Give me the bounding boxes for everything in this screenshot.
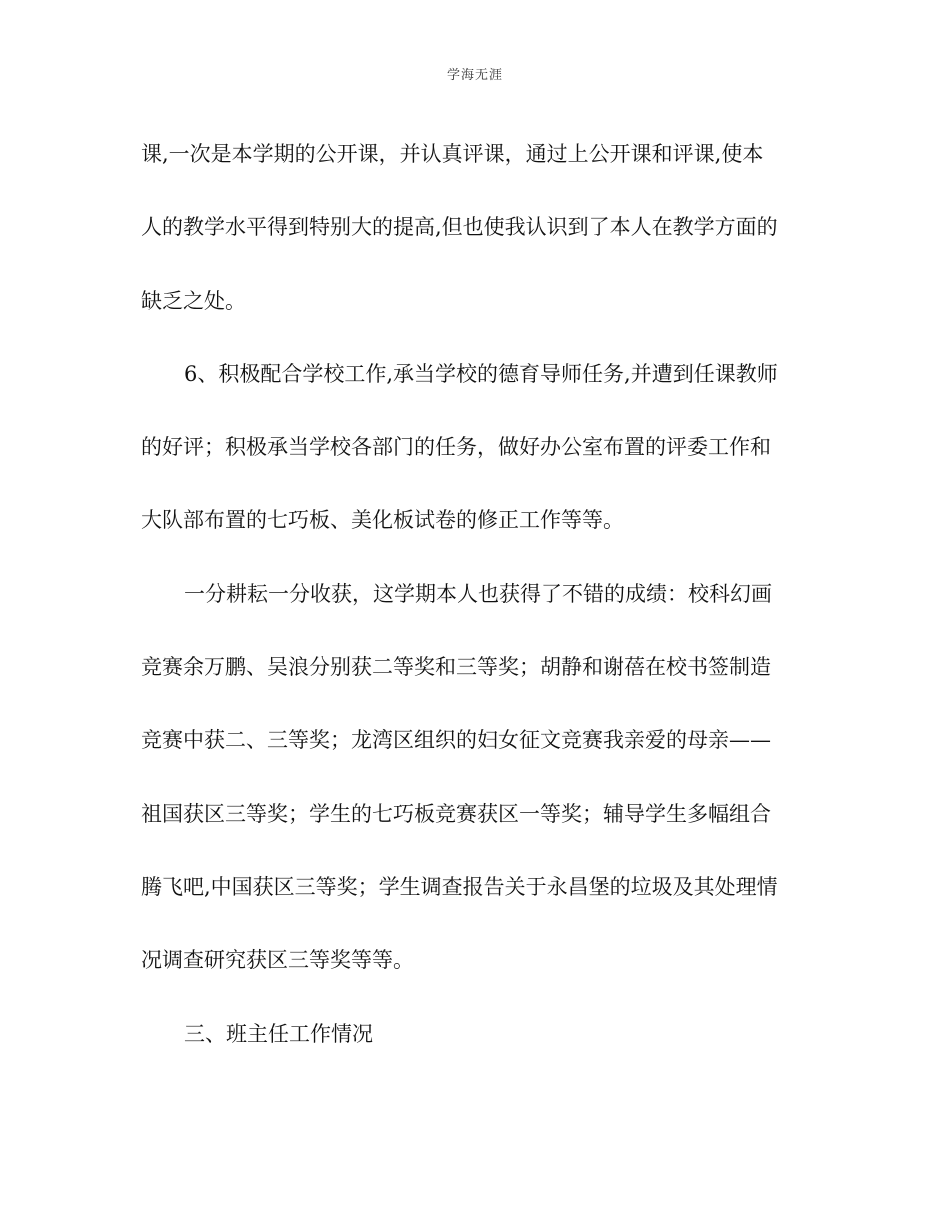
text-line: 的好评；积极承当学校各部门的任务，做好办公室布置的评委工作和: [141, 435, 771, 460]
text-line: 大队部布置的七巧板、美化板试卷的修正工作等等。: [141, 508, 624, 533]
text-line: 竞赛中获二、三等奖；龙湾区组织的妇女征文竞赛我亲爱的母亲——: [141, 728, 771, 753]
text-line: 课,一次是本学期的公开课，并认真评课，通过上公开课和评课,使本: [141, 142, 764, 166]
text-line: 缺乏之处。: [141, 288, 246, 313]
section-heading: 三、班主任工作情况: [184, 1021, 373, 1046]
text-line: 人的教学水平得到特别大的提高,但也使我认识到了本人在教学方面的: [141, 215, 778, 240]
paragraph-start-line: 6、积极配合学校工作,承当学校的德育导师任务,并遭到任课教师: [184, 361, 778, 386]
text-line: 况调查研究获区三等奖等等。: [141, 948, 414, 973]
document-body: [141, 131, 806, 1084]
text-line: 腾飞吧,中国获区三等奖；学生调查报告关于永昌堡的垃圾及其处理情: [141, 874, 778, 899]
page-header: 学海无涯: [446, 68, 503, 83]
text-line: 竞赛余万鹏、吴浪分别获二等奖和三等奖；胡静和谢蓓在校书签制造: [141, 655, 771, 680]
paragraph-start-line: 一分耕耘一分收获，这学期本人也获得了不错的成绩：校科幻画: [184, 581, 772, 606]
text-line: 祖国获区三等奖；学生的七巧板竞赛获区一等奖；辅导学生多幅组合: [141, 801, 771, 826]
